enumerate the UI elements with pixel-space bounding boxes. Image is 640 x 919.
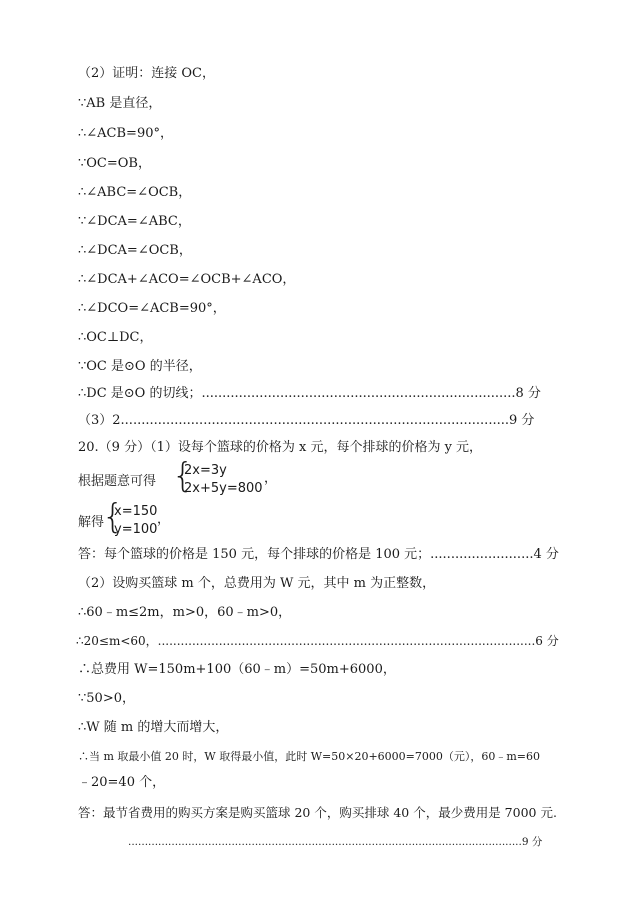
text-line: ∴20≤m<60，...................................................................................................6 分 [76, 634, 559, 648]
text-line: （2）证明：连接 OC， [78, 66, 216, 81]
equation-system [172, 456, 292, 502]
text-line: ∴∠DCA+∠ACO=∠OCB+∠ACO， [78, 272, 296, 287]
text-line: ∴DC 是⊙O 的切线；............................................................................8 分 [78, 386, 541, 401]
text-line: 答：每个篮球的价格是 150 元，每个排球的价格是 100 元；.........................4 分 [78, 547, 559, 562]
text-line: ......................................................................................................................9 分 [128, 836, 543, 848]
text-line: ∴OC⊥DC， [78, 330, 153, 345]
text-line: ∵OC=OB， [78, 156, 151, 171]
text-line: ∵AB 是直径， [78, 96, 162, 111]
text-line: ∴当 m 取最小值 20 时，W 取得最小值，此时 W=50×20+6000=7000（元），60﹣m=60 [78, 750, 541, 763]
equation: y=100 [114, 522, 158, 537]
text-line: ∵OC 是⊙O 的半径， [78, 359, 202, 374]
equation-system [102, 497, 182, 543]
text-line: ∴60﹣m≤2m，m>0，60﹣m>0， [78, 605, 292, 620]
text-line: ∵50>0， [78, 691, 135, 706]
text-line: 解得 [78, 515, 105, 530]
punctuation: ， [157, 512, 171, 527]
text-line: ∴∠ACB=90°， [78, 126, 173, 141]
text-line: ∴∠DCA=∠OCB， [78, 243, 192, 258]
text-line: ﹣20=40 个， [78, 775, 166, 790]
text-line: ∴总费用 W=150m+100（60﹣m）=50m+6000， [78, 662, 396, 677]
punctuation: ， [264, 471, 278, 486]
text-line: （3）2..............................................................................................9 分 [78, 413, 535, 428]
text-line: ∴∠DCO=∠ACB=90°， [78, 301, 226, 316]
text-line: ∵∠DCA=∠ABC， [78, 214, 191, 229]
equation: 2x+5y=800 [184, 481, 263, 496]
text-line: 答：最节省费用的购买方案是购买篮球 20 个，购买排球 40 个，最少费用是 7000 元. [78, 805, 557, 820]
text-line: 20.（9 分）（1）设每个篮球的价格为 x 元，每个排球的价格为 y 元， [78, 440, 483, 455]
text-line: ∴W 随 m 的增大而增大， [78, 720, 229, 735]
equation: 2x=3y [184, 463, 227, 478]
left-brace: { [172, 456, 194, 496]
left-brace: { [102, 497, 124, 537]
text-line: 根据题意可得 [78, 474, 157, 489]
equation: x=150 [114, 504, 158, 519]
text-line: ∴∠ABC=∠OCB， [78, 185, 192, 200]
text-line: （2）设购买篮球 m 个，总费用为 W 元，其中 m 为正整数， [78, 576, 436, 591]
